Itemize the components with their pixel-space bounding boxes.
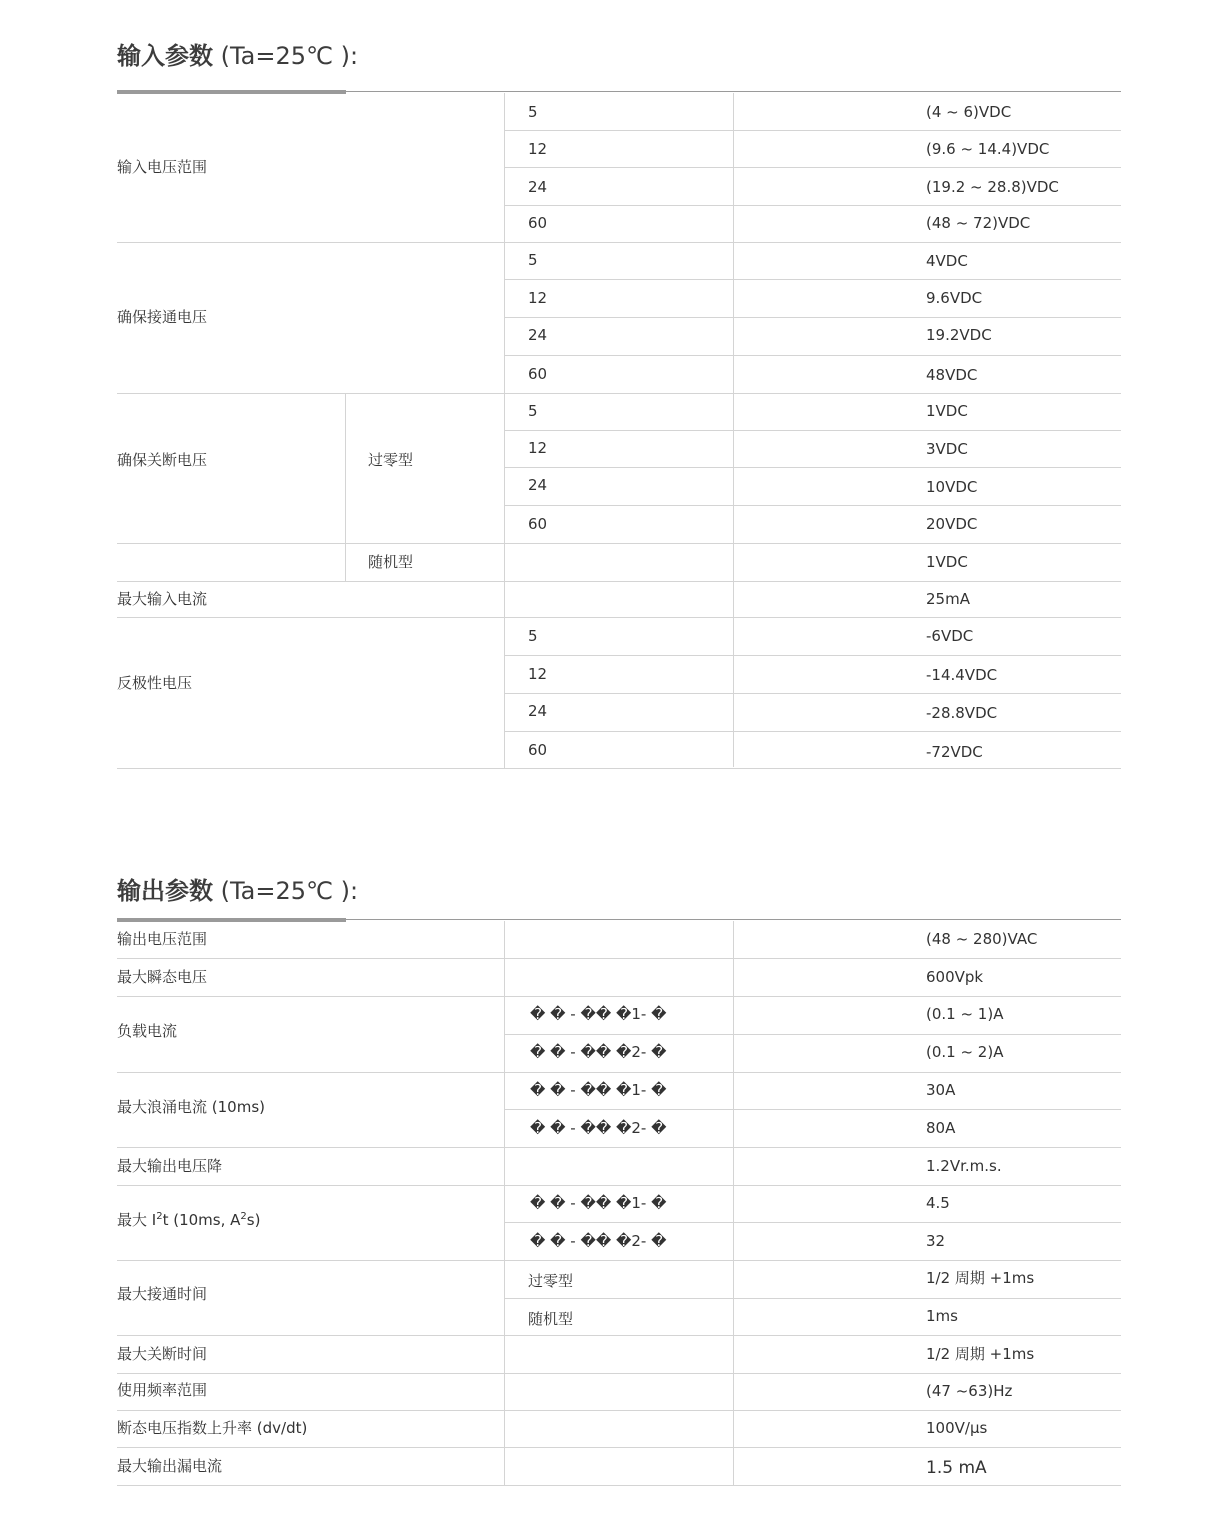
input-title-cn: 输入参数	[117, 42, 213, 70]
divider	[117, 1410, 1121, 1411]
param-label: 最大关断时间	[117, 1345, 208, 1363]
param-value: (48 ~ 280)VAC	[926, 930, 1038, 948]
param-value: (0.1 ~ 2)A	[926, 1043, 1004, 1061]
model-label: � � - �� �1- �	[530, 1081, 667, 1099]
divider	[117, 1447, 1121, 1448]
model-label: � � - �� �2- �	[530, 1119, 667, 1137]
divider	[117, 581, 1121, 582]
param-value: 1/2 周期 +1ms	[926, 1269, 1035, 1287]
divider	[504, 430, 1121, 431]
param-value: 1.5 mA	[926, 1458, 987, 1478]
param-label: 输入电压范围	[117, 158, 208, 176]
param-label: 断态电压指数上升率 (dv/dt)	[117, 1419, 308, 1437]
param-label: 反极性电压	[117, 674, 193, 692]
param-value: 32	[926, 1232, 946, 1250]
divider	[504, 467, 1121, 468]
param-value: 4.5	[926, 1194, 950, 1212]
model-label: 过零型	[528, 1272, 574, 1290]
i2t-sup: 2	[240, 1211, 247, 1222]
i2t-part: t (10ms, A	[162, 1211, 241, 1229]
output-title-accent	[117, 918, 346, 922]
param-label: 确保接通电压	[117, 308, 208, 326]
sub-label: 过零型	[368, 451, 414, 469]
input-voltage: 24	[528, 702, 548, 720]
param-label: 确保关断电压	[117, 451, 208, 469]
i2t-sup: 2	[156, 1211, 163, 1222]
divider	[504, 693, 1121, 694]
divider	[345, 393, 346, 581]
divider	[504, 205, 1121, 206]
model-label: 随机型	[528, 1310, 574, 1328]
param-label: 最大输出漏电流	[117, 1457, 223, 1475]
param-value: 1.2Vr.m.s.	[926, 1157, 1002, 1175]
divider	[504, 655, 1121, 656]
divider	[504, 1222, 1121, 1223]
output-title-suffix: (Ta=25℃ ):	[213, 877, 359, 905]
param-label: 使用频率范围	[117, 1381, 208, 1399]
divider	[504, 1034, 1121, 1035]
divider	[117, 1147, 1121, 1148]
input-section-title	[117, 44, 358, 68]
param-value: -28.8VDC	[926, 704, 998, 722]
input-voltage: 12	[528, 289, 548, 307]
input-voltage: 12	[528, 665, 548, 683]
param-label: 最大输入电流	[117, 590, 208, 608]
param-value: 4VDC	[926, 252, 968, 270]
param-value: (4 ~ 6)VDC	[926, 103, 1012, 121]
param-value: 1/2 周期 +1ms	[926, 1345, 1035, 1363]
param-value: 80A	[926, 1119, 956, 1137]
input-voltage: 5	[528, 627, 538, 645]
model-label: � � - �� �1- �	[530, 1194, 667, 1212]
divider	[504, 130, 1121, 131]
divider	[117, 242, 1121, 243]
input-title-accent	[117, 90, 346, 94]
divider	[504, 921, 505, 1486]
divider	[117, 1260, 1121, 1261]
divider	[504, 505, 1121, 506]
divider	[504, 167, 1121, 168]
param-value: -14.4VDC	[926, 666, 998, 684]
input-title-suffix: (Ta=25℃ ):	[213, 42, 359, 70]
output-title-cn: 输出参数	[117, 877, 213, 905]
input-voltage: 12	[528, 439, 548, 457]
divider	[504, 731, 1121, 732]
divider	[117, 1335, 1121, 1336]
param-value: 20VDC	[926, 515, 978, 533]
divider	[504, 317, 1121, 318]
param-value: 19.2VDC	[926, 326, 992, 344]
param-value: 48VDC	[926, 366, 978, 384]
output-section-title	[117, 879, 358, 903]
divider	[117, 958, 1121, 959]
divider	[117, 393, 1121, 394]
param-value: (19.2 ~ 28.8)VDC	[926, 178, 1059, 196]
param-label: 最大瞬态电压	[117, 968, 208, 986]
param-value: 3VDC	[926, 440, 968, 458]
input-voltage: 5	[528, 103, 538, 121]
divider	[504, 1298, 1121, 1299]
param-label: 最大浪涌电流 (10ms)	[117, 1098, 265, 1116]
param-value: -72VDC	[926, 743, 983, 761]
param-label: 最大接通时间	[117, 1285, 208, 1303]
sub-label: 随机型	[368, 553, 414, 571]
divider	[117, 617, 1121, 618]
divider	[117, 768, 1121, 769]
divider	[117, 543, 1121, 544]
param-value: (0.1 ~ 1)A	[926, 1005, 1004, 1023]
input-voltage: 5	[528, 251, 538, 269]
param-value: (47 ~63)Hz	[926, 1382, 1013, 1400]
param-label: 输出电压范围	[117, 930, 208, 948]
i2t-part: s)	[246, 1211, 261, 1229]
param-value: 1ms	[926, 1307, 958, 1325]
model-label: � � - �� �2- �	[530, 1232, 667, 1250]
input-voltage: 24	[528, 476, 548, 494]
input-voltage: 24	[528, 326, 548, 344]
model-label: � � - �� �2- �	[530, 1043, 667, 1061]
divider	[504, 1109, 1121, 1110]
param-label: 负载电流	[117, 1022, 178, 1040]
input-voltage: 60	[528, 214, 548, 232]
param-value: 30A	[926, 1081, 956, 1099]
i2t-part: 最大 I	[117, 1211, 157, 1229]
param-value: 100V/μs	[926, 1419, 988, 1437]
input-voltage: 5	[528, 402, 538, 420]
divider	[117, 996, 1121, 997]
input-voltage: 60	[528, 365, 548, 383]
input-voltage: 60	[528, 515, 548, 533]
param-label-i2t	[117, 1213, 260, 1228]
param-value: 600Vpk	[926, 968, 984, 986]
param-value: 9.6VDC	[926, 289, 983, 307]
model-label: � � - �� �1- �	[530, 1005, 667, 1023]
divider	[504, 355, 1121, 356]
param-value: 1VDC	[926, 553, 968, 571]
divider	[504, 93, 505, 769]
divider	[117, 1072, 1121, 1073]
input-voltage: 12	[528, 140, 548, 158]
param-label: 最大输出电压降	[117, 1157, 223, 1175]
divider	[117, 1485, 1121, 1486]
divider	[117, 1373, 1121, 1374]
param-value: -6VDC	[926, 627, 974, 645]
param-value: 1VDC	[926, 402, 968, 420]
divider	[733, 921, 734, 1486]
divider	[117, 1185, 1121, 1186]
divider	[504, 279, 1121, 280]
input-voltage: 60	[528, 741, 548, 759]
input-voltage: 24	[528, 178, 548, 196]
param-value: 10VDC	[926, 478, 978, 496]
param-value: 25mA	[926, 590, 970, 608]
param-value: (9.6 ~ 14.4)VDC	[926, 140, 1050, 158]
param-value: (48 ~ 72)VDC	[926, 214, 1031, 232]
